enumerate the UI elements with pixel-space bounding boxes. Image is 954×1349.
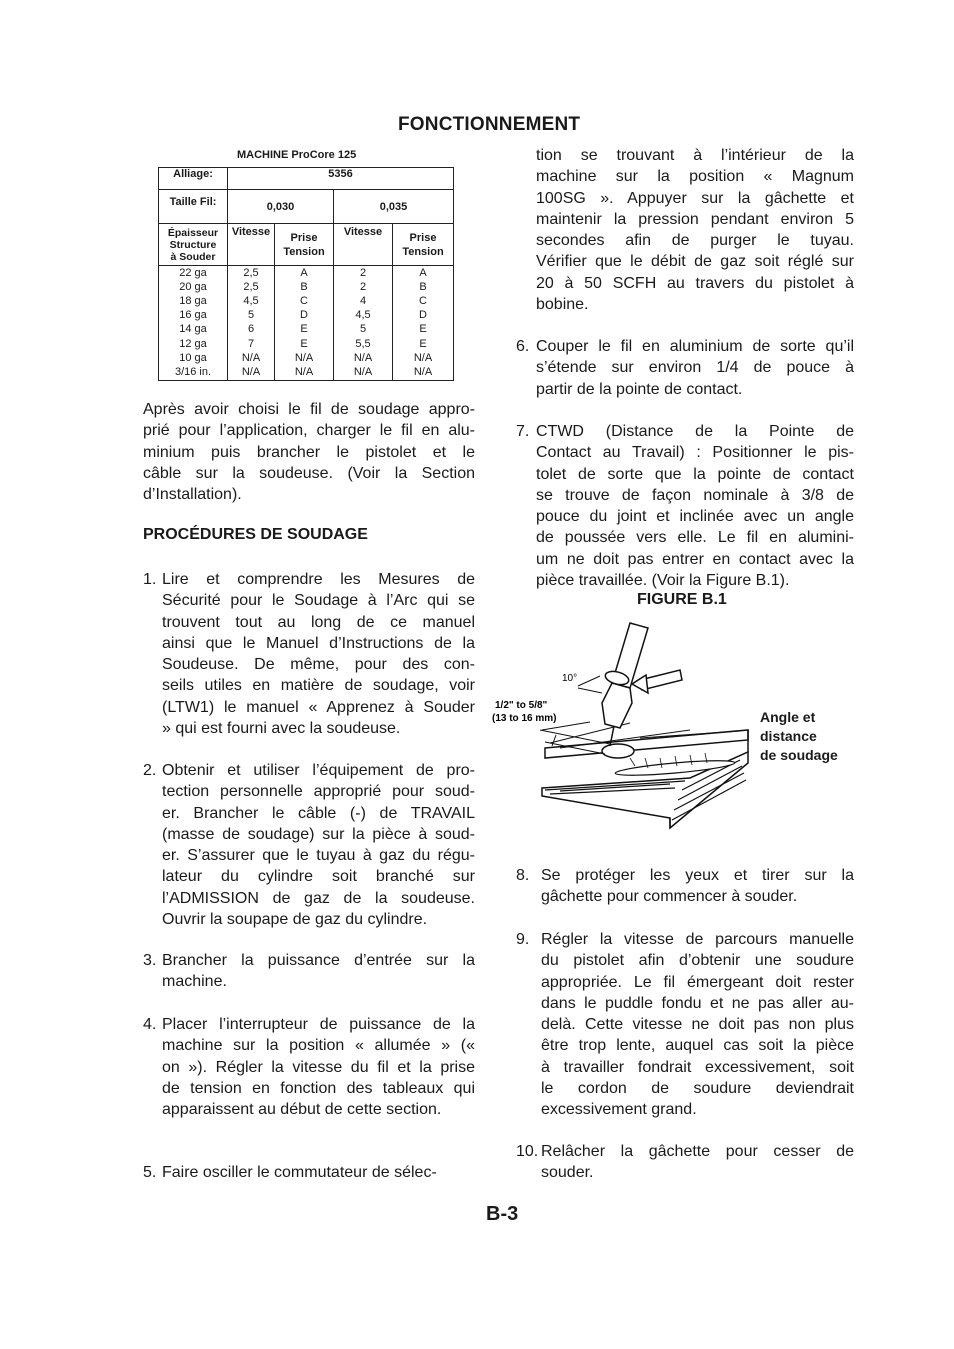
figure-caption-line: Angle et	[760, 709, 816, 725]
wire-label: Taille Fil:	[159, 190, 228, 224]
text-line: trouvent tout au long de ce manuel	[162, 613, 475, 631]
text-line: lateur du cylindre soit branché sur	[162, 868, 475, 886]
table-cell: C	[275, 294, 334, 308]
list-item-number: 9.	[516, 931, 530, 948]
intro-paragraph	[143, 399, 475, 505]
text-line: excessivement grand.	[541, 1101, 697, 1119]
table-cell: N/A	[275, 351, 334, 365]
text-line: tion se trouvant à l’intérieur de la	[536, 147, 854, 164]
wire-size-2: 0,035	[334, 190, 454, 224]
table-cell: N/A	[228, 365, 275, 380]
table-cell: 18 ga	[159, 294, 228, 308]
list-item-number: 4.	[143, 1016, 157, 1033]
text-line: l’ADMISSION de gaz de la soudeuse.	[162, 889, 475, 907]
list-item-number: 2.	[143, 762, 157, 779]
table-cell: 3/16 in.	[159, 365, 228, 380]
table-cell: B	[393, 280, 454, 294]
text-line: tolet de sorte que la pointe de contact	[536, 465, 854, 483]
list-item-number: 3.	[143, 952, 157, 969]
speed-header-1: Vitesse	[228, 224, 275, 266]
text-line: Placer l’interrupteur de puissance de la	[162, 1016, 475, 1033]
table-cell: N/A	[334, 351, 393, 365]
text-line: de poussée vers elle. Le fil en alumini-	[536, 529, 854, 547]
text-line: souder.	[541, 1164, 594, 1182]
text-line: (LTW1) le manuel « Apprenez à Souder	[162, 698, 475, 716]
table-cell: A	[393, 266, 454, 281]
table-row	[159, 309, 454, 323]
text-line: Vérifier que le débit de gaz soit réglé sur	[536, 253, 854, 271]
text-line: Ouvrir la soupape de gaz du cylindre.	[162, 911, 428, 929]
list-item-number: 7.	[516, 423, 530, 440]
text-line: Couper le fil en aluminium de sorte qu’il	[536, 338, 854, 355]
list-item-text	[541, 1141, 854, 1184]
text-line: (masse de soudage) sur la pièce à soud-	[162, 825, 475, 843]
table-cell: 2	[334, 266, 393, 281]
text-line: secondes afin de purger le tuyau.	[536, 232, 854, 250]
text-line: um ne doit pas entrer en contact avec la	[536, 550, 854, 568]
list-item-text	[162, 569, 475, 739]
text-line: pièce travaillée. (Voir la Figure B.1).	[536, 572, 790, 590]
table-cell: 14 ga	[159, 323, 228, 337]
table-cell: N/A	[393, 365, 454, 380]
table-cell: 22 ga	[159, 266, 228, 281]
table-cell: B	[275, 280, 334, 294]
table-cell: 5	[228, 309, 275, 323]
welding-figure	[490, 618, 760, 833]
table-cell: N/A	[334, 365, 393, 380]
table-cell: 7	[228, 337, 275, 351]
text-line: Se protéger les yeux et tirer sur la	[541, 867, 854, 884]
text-line: du pistolet afin d’obtenir une soudure	[541, 952, 854, 970]
table-cell: 4	[334, 294, 393, 308]
list-item-text	[536, 336, 854, 400]
figure-caption-line: de soudage	[760, 747, 838, 763]
list-item-text	[541, 865, 854, 908]
list-item-text	[162, 760, 475, 930]
text-line: appropriée. Le fil émergeant doit rester	[541, 973, 854, 991]
list-item-number: 10.	[516, 1143, 539, 1160]
settings-table	[158, 167, 454, 381]
text-line: ainsi que le Manuel d’Instructions de la	[162, 634, 475, 652]
text-line: Faire osciller le commutateur de sélec-	[162, 1164, 437, 1181]
text-line: tection personnelle approprié pour soud-	[162, 783, 475, 801]
continuation-paragraph	[536, 145, 854, 315]
text-line: delà. Cette vitesse ne doit pas non plus	[541, 1016, 854, 1034]
tension-header-line: Tension	[402, 245, 444, 258]
text-line: CTWD (Distance de la Pointe de	[536, 423, 854, 440]
text-line: 20 à 50 SCFH au travers du pistolet à	[536, 274, 854, 292]
text-line: 100SG ». Appuyer sur la gâchette et	[536, 189, 854, 207]
text-line: se trouve de façon nominale à 3/8 de	[536, 486, 854, 504]
thickness-header-line: Épaisseur	[167, 226, 219, 239]
text-line: partir de la pointe de contact.	[536, 380, 743, 398]
table-cell: 10 ga	[159, 351, 228, 365]
tension-header-2	[393, 224, 454, 266]
text-line: seils utiles en matière de soudage, voir	[162, 677, 475, 695]
table-cell: 2	[334, 280, 393, 294]
distance-label-metric: (13 to 16 mm)	[492, 713, 557, 724]
table-row	[159, 266, 454, 281]
table-cell: 6	[228, 323, 275, 337]
table-title: MACHINE ProCore 125	[237, 149, 357, 161]
text-line: Contact au Travail) : Positionner le pis-	[536, 444, 854, 462]
table-row	[159, 365, 454, 380]
text-line: de tension en fonction des tableaux qui	[162, 1079, 475, 1097]
text-line: Obtenir et utiliser l’équipement de pro-	[162, 762, 475, 779]
text-line: apparaissent au début de cette section.	[162, 1101, 442, 1119]
text-line: on »). Régler la vitesse du fil et la prise	[162, 1058, 475, 1076]
table-cell: E	[275, 337, 334, 351]
thickness-header	[159, 224, 228, 266]
text-line: Sécurité pour le Soudage à l’Arc qui se	[162, 592, 475, 610]
text-line: prié pour l’application, charger le fil en alu-	[143, 422, 475, 440]
tension-header-1	[275, 224, 334, 266]
table-cell: E	[393, 323, 454, 337]
tension-header-line: Prise	[409, 231, 437, 244]
text-line: maintenir la pression pendant environ 5	[536, 210, 854, 228]
table-row	[159, 280, 454, 294]
procedures-heading: PROCÉDURES DE SOUDAGE	[143, 526, 368, 543]
figure-caption-line: distance	[760, 728, 817, 744]
table-cell: 20 ga	[159, 280, 228, 294]
alloy-label: Alliage:	[159, 168, 228, 190]
list-item-text	[162, 1162, 475, 1183]
table-cell: 4,5	[334, 309, 393, 323]
table-cell: E	[393, 337, 454, 351]
text-line: être trop lente, auquel cas soit la pièce	[541, 1037, 854, 1055]
distance-label-imperial: 1/2" to 5/8"	[495, 700, 548, 711]
text-line: machine.	[162, 973, 227, 991]
list-item-text	[162, 950, 475, 993]
table-cell: C	[393, 294, 454, 308]
speed-header-2: Vitesse	[334, 224, 393, 266]
text-line: dans le puddle fondu et ne pas aller au-	[541, 994, 854, 1012]
table-cell: D	[393, 309, 454, 323]
thickness-header-line: Structure	[169, 238, 217, 251]
text-line: d’Installation).	[143, 486, 242, 504]
text-line: Soudeuse. De même, pour des con-	[162, 656, 475, 674]
alloy-value: 5356	[228, 168, 454, 190]
table-cell: A	[275, 266, 334, 281]
text-line: er. Brancher le câble (-) de TRAVAIL	[162, 804, 475, 822]
text-line: pouce du joint et inclinée avec un angle	[536, 508, 854, 526]
list-item-number: 1.	[143, 571, 157, 588]
text-line: Relâcher la gâchette pour cesser de	[541, 1143, 854, 1160]
text-line: er. S’assurer que le tuyau à gaz du régu-	[162, 847, 475, 865]
table-row	[159, 323, 454, 337]
text-line: Brancher la puissance d’entrée sur la	[162, 952, 475, 969]
angle-label: 10°	[562, 673, 578, 684]
text-line: machine sur la position « allumée » («	[162, 1037, 475, 1055]
table-cell: 16 ga	[159, 309, 228, 323]
list-item-text	[162, 1014, 475, 1120]
list-item-number: 6.	[516, 338, 530, 355]
table-cell: 12 ga	[159, 337, 228, 351]
text-line: câble sur la soudeuse. (Voir la Section	[143, 464, 475, 482]
text-line: machine sur la position « Magnum	[536, 168, 854, 186]
tension-header-line: Prise	[290, 231, 318, 244]
text-line: le cordon de soudure deviendrait	[541, 1080, 854, 1098]
text-line: minium puis brancher le pistolet et le	[143, 443, 475, 461]
page-number: B-3	[486, 1203, 519, 1225]
list-item-text	[541, 929, 854, 1121]
table-cell: N/A	[275, 365, 334, 380]
table-cell: N/A	[228, 351, 275, 365]
thickness-header-line: à Souder	[170, 250, 216, 263]
figure-label: FIGURE B.1	[637, 591, 727, 608]
text-line: Lire et comprendre les Mesures de	[162, 571, 475, 588]
list-item-text	[536, 421, 854, 591]
table-cell: 5	[334, 323, 393, 337]
table-cell: N/A	[393, 351, 454, 365]
text-line: gâchette pour commencer à souder.	[541, 888, 798, 906]
table-row	[159, 337, 454, 351]
text-line: s’étende sur environ 1/4 de pouce à	[536, 359, 854, 377]
list-item-number: 8.	[516, 867, 530, 884]
text-line: Après avoir choisi le fil de soudage appro-	[143, 401, 475, 418]
section-title: FONCTIONNEMENT	[398, 114, 581, 135]
text-line: Régler la vitesse de parcours manuelle	[541, 931, 854, 948]
table-row	[159, 294, 454, 308]
table-cell: E	[275, 323, 334, 337]
text-line: à travailler fondrait excessivement, soit	[541, 1058, 854, 1076]
text-line: bobine.	[536, 296, 589, 314]
table-cell: 4,5	[228, 294, 275, 308]
table-cell: 2,5	[228, 266, 275, 281]
table-cell: D	[275, 309, 334, 323]
table-cell: 2,5	[228, 280, 275, 294]
figure-caption	[760, 708, 838, 765]
wire-size-1: 0,030	[228, 190, 334, 224]
table-body	[159, 266, 454, 381]
list-item-number: 5.	[143, 1164, 157, 1181]
text-line: » qui est fourni avec la soudeuse.	[162, 720, 401, 738]
tension-header-line: Tension	[283, 245, 325, 258]
table-cell: 5,5	[334, 337, 393, 351]
table-row	[159, 351, 454, 365]
